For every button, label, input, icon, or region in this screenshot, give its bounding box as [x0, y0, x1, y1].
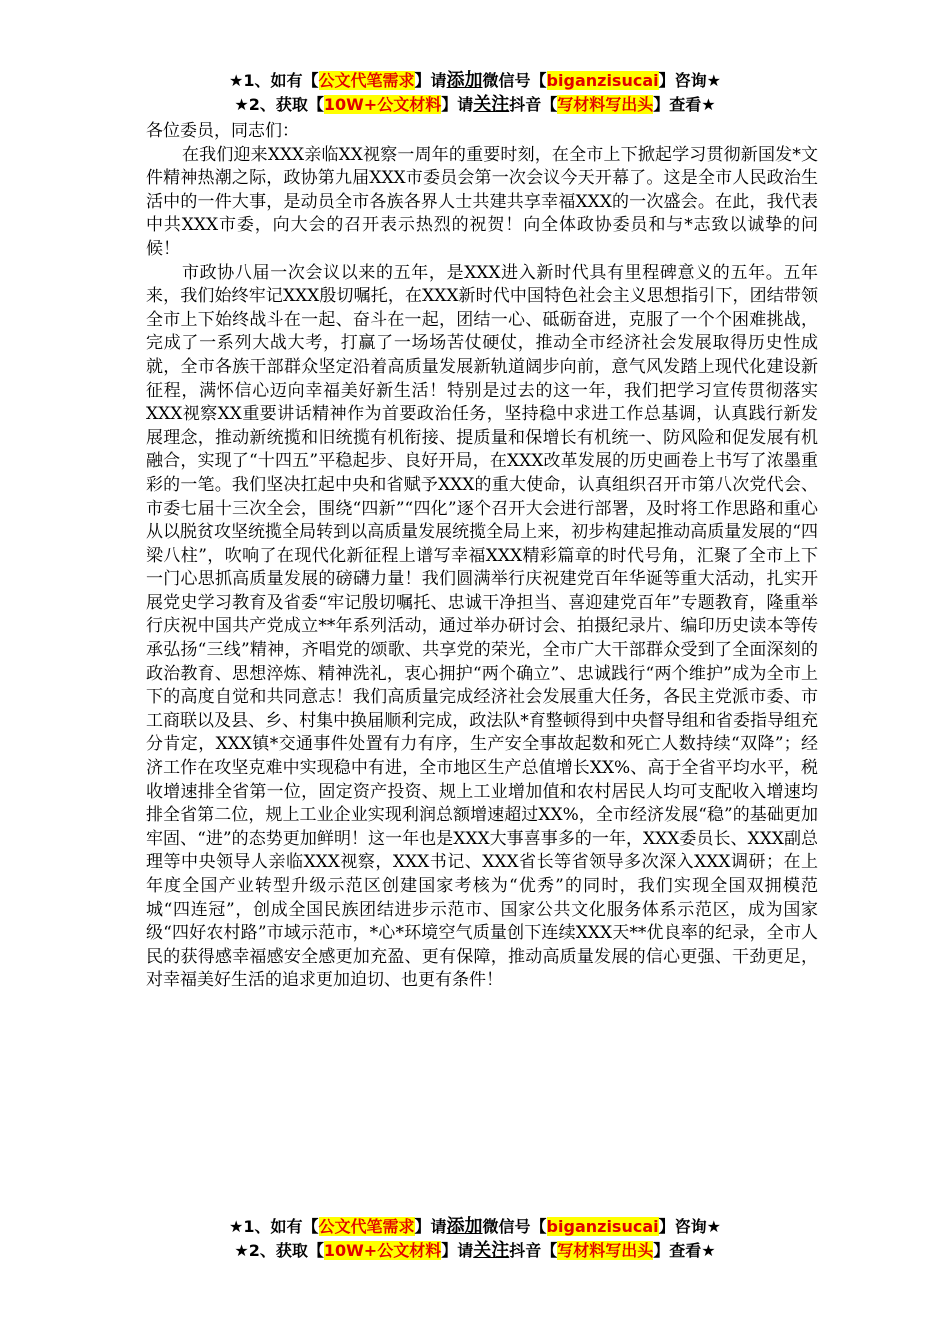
promo-text: ★2、获取【 — [234, 1241, 324, 1260]
promo-highlight: biganzisucai — [546, 1217, 659, 1236]
promo-text: ★1、如有【 — [229, 1217, 319, 1236]
promo-line-2 — [0, 1239, 950, 1263]
promo-text: 微信号【 — [482, 71, 547, 90]
promo-emphasis: 添加 — [446, 1216, 483, 1237]
promo-highlight: 写材料写出头 — [557, 1241, 654, 1260]
promo-emphasis: 关注 — [473, 94, 510, 115]
promo-highlight: 公文代笔需求 — [318, 1217, 415, 1236]
promo-text: ★2、获取【 — [234, 95, 324, 114]
promo-highlight: 公文代笔需求 — [318, 71, 415, 90]
promo-line-2 — [0, 93, 950, 117]
promo-text: 抖音【 — [509, 1241, 558, 1260]
paragraph: 市政协八届一次会议以来的五年，是XXX进入新时代具有里程碑意义的五年。五年来，我们始终牢记XXX殷切嘱托，在XXX新时代中国特色社会主义思想指引下，团结带领全市上下始终战斗在一起、奋斗在一起，团结一心、砥砺奋进，克服了一个个困难挑战，完成了一系列大战大考，打赢了一场场苦仗硬仗，推动全市经济社会发展取得历史性成就，全市各族干部群众坚定沿着高质量发展新轨道阔步向前，意气风发踏上现代化建设新征程，满怀信心迈向幸福美好新生活！特别是过去的这一年，我们把学习宣传贯彻落实XXX视察XX重要讲话精神作为首要政治任务，坚持稳中求进工作总基调，认真践行新发展理念，推动新统揽和旧统揽有机衔接、提质量和保增长有机统一、防风险和促发展有机融合，实现了“十四五”平稳起步、良好开局，在XXX改革发展的历史画卷上书写了浓墨重彩的一笔。我们坚决扛起中央和省赋予XXX的重大使命，认真组织召开市第八次党代会、市委七届十三次全会，围绕“四新”“四化”逐个召开大会进行部署，及时将工作思路和重心从以脱贫攻坚统揽全局转到以高质量发展统揽全局上来，初步构建起推动高质量发展的“四梁八柱”，吹响了在现代化新征程上谱写幸福XXX精彩篇章的时代号角，汇聚了全市上下一门心思抓高质量发展的磅礴力量！我们圆满举行庆祝建党百年华诞等重大活动，扎实开展党史学习教育及省委“牢记殷切嘱托、忠诚干净担当、喜迎建党百年”专题教育，隆重举行庆祝中国共产党成立**年系列活动，通过举办研讨会、拍摄纪录片、编印历史读本等传承弘扬“三线”精神，齐唱党的颂歌、共享党的荣光，全市广大干部群众受到了全面深刻的政治教育、思想淬炼、精神洗礼，衷心拥护“两个确立”、忠诚践行“两个维护”成为全市上下的高度自觉和共同意志！我们高质量完成经济社会发展重大任务，各民主党派市委、市工商联以及县、乡、村集中换届顺利完成，政法队*育整顿得到中央督导组和省委指导组充分肯定，XXX镇*交通事件处置有力有序，生产安全事故起数和死亡人数持续“双降”；经济工作在攻坚克难中实现稳中有进，全市地区生产总值增长XX%、高于全省平均水平，税收增速排全省第一位，固定资产投资、规上工业增加值和农村居民人均可支配收入增速均排全省第二位，规上工业企业实现利润总额增速超过XX%，全市经济发展“稳”的基础更加牢固、“进”的态势更加鲜明！这一年也是XXX大事喜事多的一年，XXX委员长、XXX副总理等中央领导人亲临XXX视察，XXX书记、XXX省长等省领导多次深入XXX调研；在上年度全国产业转型升级示范区创建国家考核为“优秀”的同时，我们实现全国双拥模范城“四连冠”，创成全国民族团结进步示范市、国家公共文化服务体系示范区，成为国家级“四好农村路”市域示范市，*心*环境空气质量创下连续XXX天**优良率的纪录，全市人民的获得感幸福感安全感更加充盈、更有保障，推动高质量发展的信心更强、干劲更足，对幸福美好生活的追求更加迫切、也更有条件！ — [146, 262, 818, 991]
promo-text: 微信号【 — [482, 1217, 547, 1236]
promo-text: 】请 — [414, 71, 447, 90]
salutation: 各位委员，同志们： — [146, 121, 299, 141]
promo-highlight: 写材料写出头 — [557, 95, 654, 114]
promo-emphasis: 关注 — [473, 1240, 510, 1261]
promo-emphasis: 添加 — [446, 70, 483, 91]
promo-text: 】请 — [441, 95, 474, 114]
promo-text: 】咨询★ — [658, 71, 721, 90]
promo-text: 】咨询★ — [658, 1217, 721, 1236]
promo-highlight: 10W+公文材料 — [323, 95, 442, 114]
promo-text: 抖音【 — [509, 95, 558, 114]
paragraph: 在我们迎来XXX亲临XX视察一周年的重要时刻，在全市上下掀起学习贯彻新国发*文件精神热潮之际，政协第九届XXX市委员会第一次会议今天开幕了。这是全市人民政治生活中的一件大事，是动员全市各族各界人士共建共享幸福XXX的一次盛会。在此，我代表中共XXX市委，向大会的召开表示热烈的祝贺！向全体政协委员和与*志致以诚挚的问候！ — [146, 144, 818, 259]
promo-banner-bottom — [0, 1215, 950, 1263]
promo-highlight: biganzisucai — [546, 71, 659, 90]
promo-line-1 — [0, 1215, 950, 1239]
promo-line-1 — [0, 69, 950, 93]
promo-text: 】请 — [441, 1241, 474, 1260]
promo-banner-top — [0, 69, 950, 117]
document-body — [146, 120, 818, 993]
promo-text: 】查看★ — [653, 1241, 716, 1260]
promo-text: 】查看★ — [653, 95, 716, 114]
promo-highlight: 10W+公文材料 — [323, 1241, 442, 1260]
promo-text: 】请 — [414, 1217, 447, 1236]
promo-text: ★1、如有【 — [229, 71, 319, 90]
